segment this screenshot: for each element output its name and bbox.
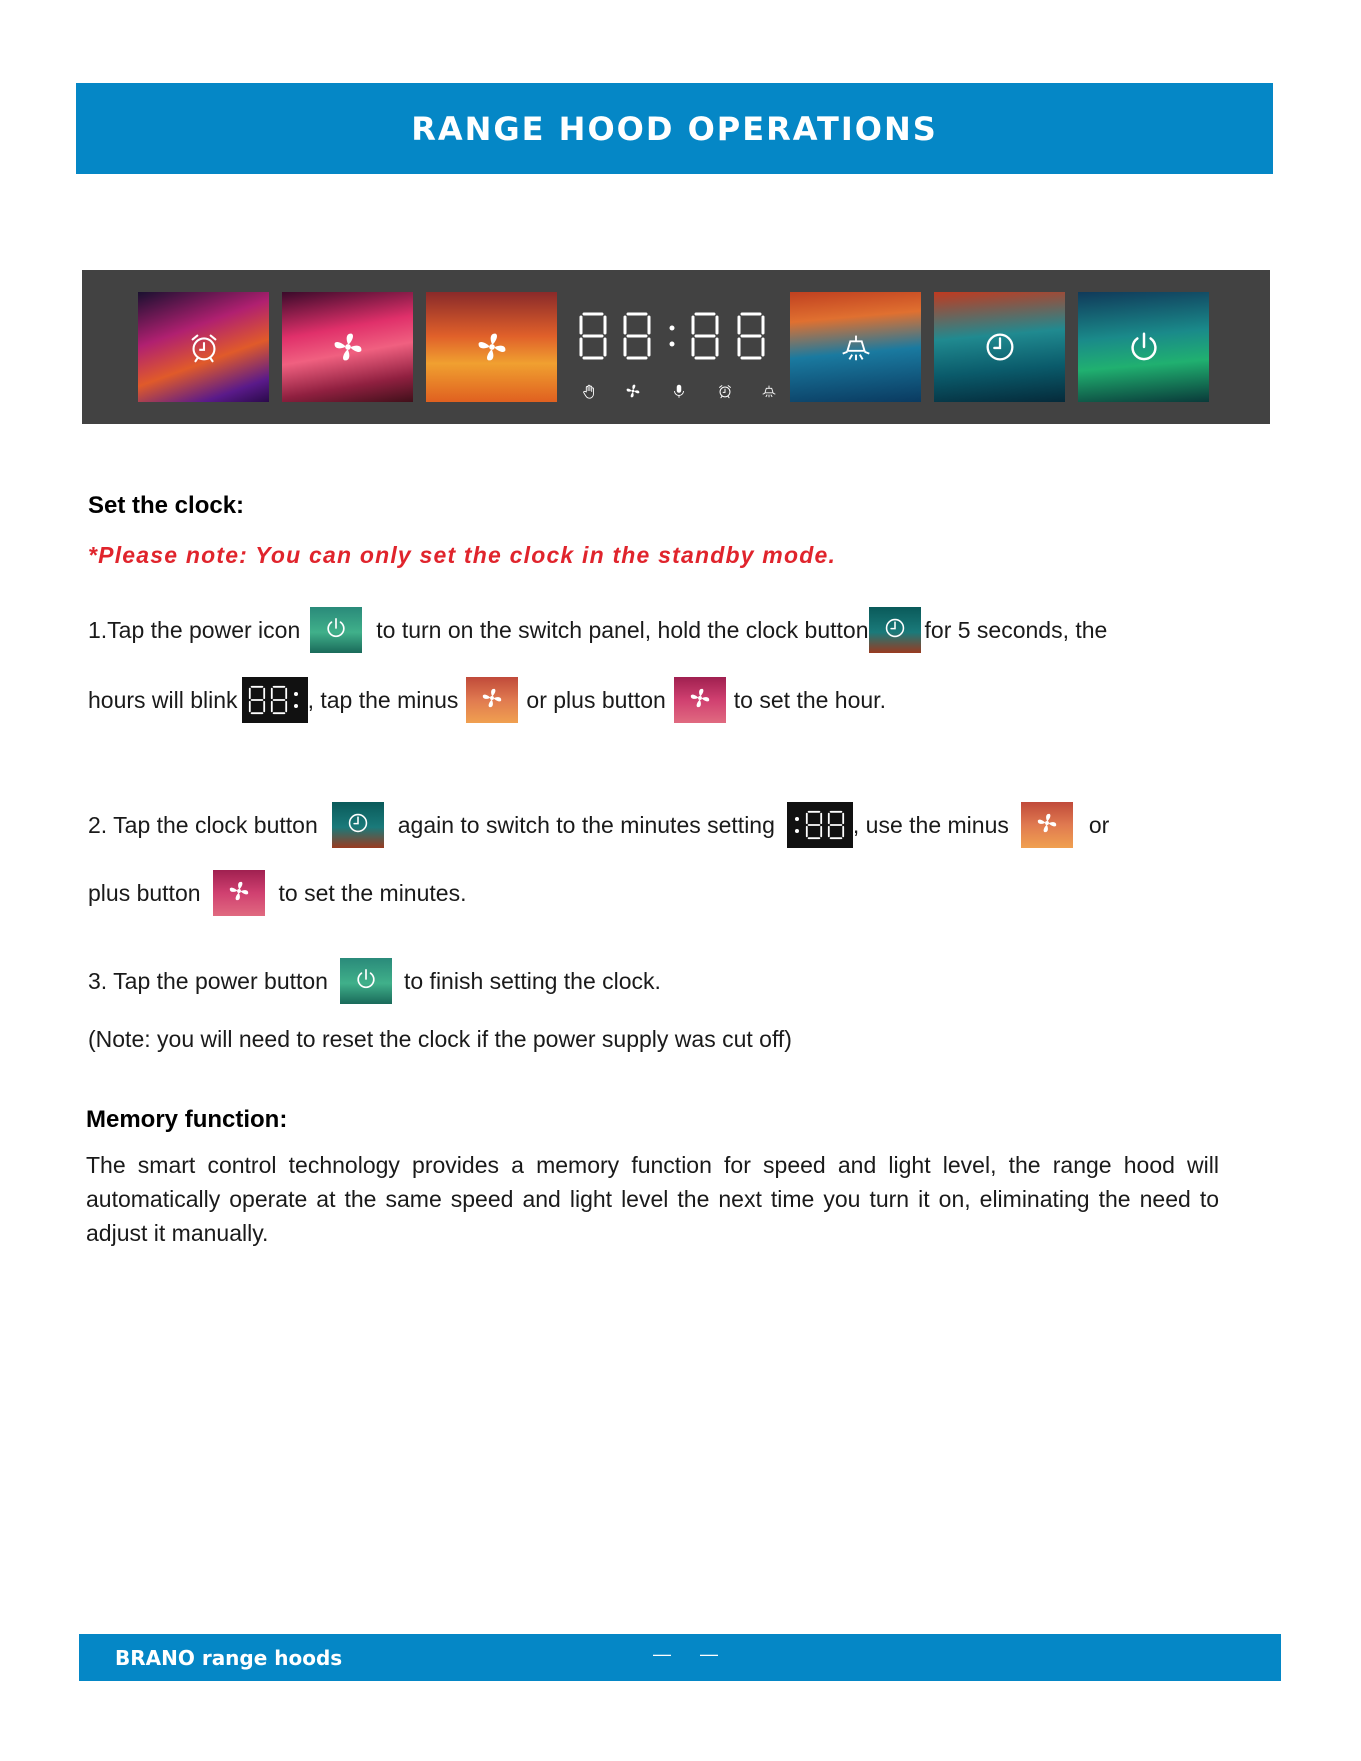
footer-bar bbox=[79, 1634, 1281, 1681]
step1-text-c: for 5 seconds, the bbox=[924, 616, 1108, 643]
step2-text-c: , use the minus bbox=[852, 811, 1009, 838]
fan-icon bbox=[624, 382, 642, 400]
power-button bbox=[1078, 292, 1209, 402]
fan-minus-icon bbox=[1021, 802, 1073, 848]
step1-line2 bbox=[88, 676, 886, 724]
section-heading-clock: Set the clock: bbox=[88, 492, 245, 519]
light-icon bbox=[837, 328, 875, 366]
alarm-clock-icon bbox=[185, 328, 223, 366]
fan-plus-icon bbox=[213, 870, 265, 916]
power-icon bbox=[1125, 328, 1163, 366]
step1-text-b: to turn on the switch panel, hold the clock button bbox=[376, 616, 869, 643]
fan-plus-icon bbox=[674, 677, 726, 723]
clock-icon bbox=[332, 802, 384, 848]
step2-text-e: plus button bbox=[88, 879, 201, 906]
step2-text-d: or bbox=[1088, 811, 1110, 838]
control-panel-image bbox=[82, 270, 1270, 424]
step2-text-b: again to switch to the minutes setting bbox=[397, 811, 775, 838]
step2-line2 bbox=[88, 869, 466, 917]
header-banner bbox=[76, 83, 1273, 174]
step3-note bbox=[88, 1022, 792, 1056]
section-heading-memory: Memory function: bbox=[86, 1106, 288, 1133]
fan-icon bbox=[473, 328, 511, 366]
fan-minus-button bbox=[426, 292, 557, 402]
hand-icon bbox=[580, 382, 598, 400]
memory-paragraph: The smart control technology provides a memory function for speed and light level, the range hood will automatically operate at the same speed and light level the next time you turn it on, eliminating the need to adjust it manually. bbox=[86, 1152, 1219, 1246]
digital-display bbox=[572, 300, 782, 410]
minute-digits-icon bbox=[787, 802, 853, 848]
timer-button bbox=[138, 292, 269, 402]
step1-text-g: to set the hour. bbox=[733, 686, 886, 713]
step1-text-e: , tap the minus bbox=[307, 686, 459, 713]
step3-line1 bbox=[88, 958, 661, 1004]
step3-text-a: 3. Tap the power button bbox=[88, 967, 328, 994]
light-icon bbox=[760, 382, 778, 400]
step3-text-b: to finish setting the clock. bbox=[403, 967, 661, 994]
standby-note: *Please note: You can only set the clock in the standby mode. bbox=[88, 542, 837, 568]
clock-icon bbox=[869, 607, 921, 653]
power-icon bbox=[340, 958, 392, 1004]
fan-icon bbox=[329, 328, 367, 366]
fan-plus-button bbox=[282, 292, 413, 402]
clock-button bbox=[934, 292, 1065, 402]
step2-text-f: to set the minutes. bbox=[278, 879, 467, 906]
step1-text-d: hours will blink bbox=[88, 686, 238, 713]
hour-digits-icon bbox=[242, 677, 308, 723]
step1-text-a: 1.Tap the power icon bbox=[88, 616, 301, 643]
indicator-row bbox=[572, 382, 782, 406]
footer-dash: — bbox=[700, 1644, 718, 1664]
footer-dash: — bbox=[653, 1644, 671, 1664]
light-button bbox=[790, 292, 921, 402]
step1-line1 bbox=[88, 606, 1107, 654]
fan-minus-icon bbox=[466, 677, 518, 723]
power-icon bbox=[310, 607, 362, 653]
alarm-clock-icon bbox=[716, 382, 734, 400]
footer-brand: BRANO range hoods bbox=[115, 1646, 343, 1670]
step1-text-f: or plus button bbox=[526, 686, 666, 713]
power-cut-note: (Note: you will need to reset the clock if the power supply was cut off) bbox=[88, 1025, 792, 1052]
step2-text-a: 2. Tap the clock button bbox=[88, 811, 318, 838]
clock-icon bbox=[981, 328, 1019, 366]
mic-icon bbox=[670, 382, 688, 400]
step2-line1 bbox=[88, 800, 1109, 850]
display-digits bbox=[572, 306, 778, 366]
page-title: RANGE HOOD OPERATIONS bbox=[411, 109, 938, 148]
